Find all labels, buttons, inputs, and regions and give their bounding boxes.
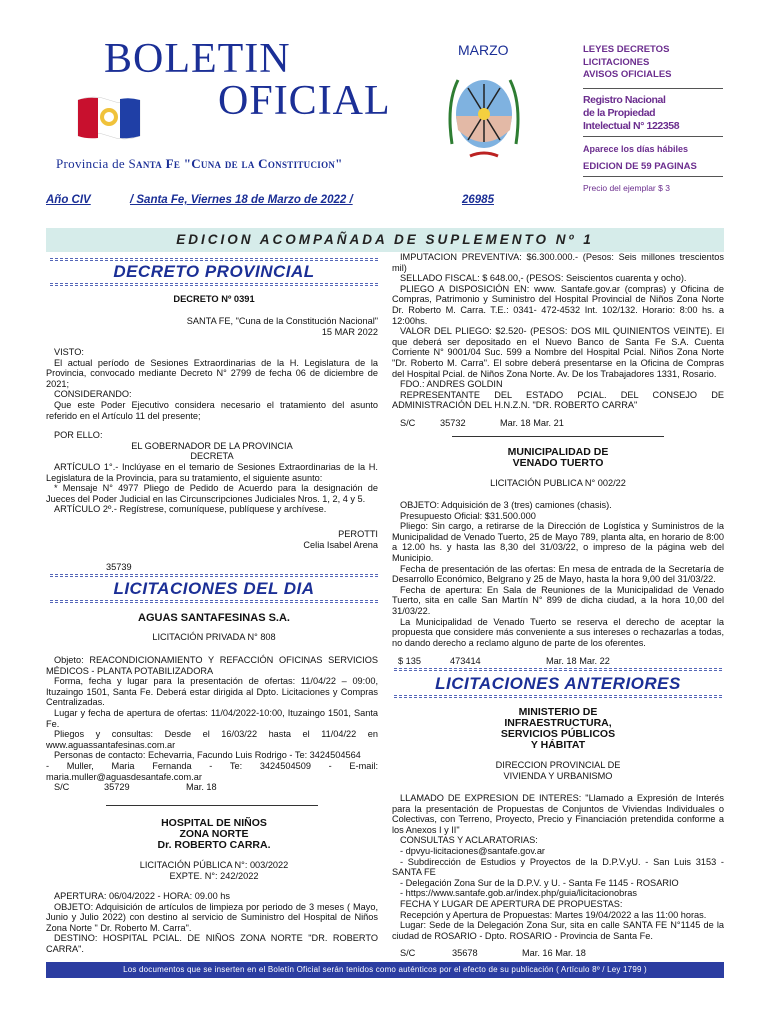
ministerio-title-line-2: INFRAESTRUCTURA, — [504, 717, 612, 729]
ministerio-paragraph: - dpvyu-licitaciones@santafe.gov.ar — [400, 845, 545, 856]
aguas-sc: S/C — [54, 782, 70, 792]
section-divider — [50, 600, 378, 603]
categories — [583, 44, 672, 82]
ministerio-paragraph: - https://www.santafe.gob.ar/index.php/guia/licitacionobras — [400, 888, 637, 899]
ministerio-code: 35678 — [452, 948, 478, 958]
right-code: 35732 — [440, 418, 466, 428]
aguas-title: AGUAS SANTAFESINAS S.A. — [138, 612, 290, 624]
hospital-subtitle-2: EXPTE. N°: 242/2022 — [169, 871, 259, 881]
month: MARZO — [458, 42, 509, 58]
ministerio-paragraph: - Delegación Zona Sur de la D.P.V. y U. - Santa Fe 1145 - ROSARIO — [400, 877, 679, 888]
municipalidad-paragraph: La Municipalidad de Venado Tuerto se reserva el derecho de aceptar la propuesta que considere más conveniente a sus intereses o rechazarlas a todas, no dando derecho a reclamo alguno de parte de los oferentes. — [392, 616, 724, 648]
aguas-objeto: Objeto: REACONDICIONAMIENTO Y REFACCIÓN OFICINAS SERVICIOS MÉDICOS - PLANTA POTABILIZADORA — [46, 655, 378, 676]
considerando-label: CONSIDERANDO: — [54, 389, 132, 400]
province-line — [56, 156, 343, 172]
year: Año CIV — [46, 194, 91, 206]
hospital-paragraph: OBJETO: Adquisición de artículos de limpieza por periodo de 3 meses ( Mayo, Junio y Julio 2022) con destino al servicio de Suministro del Hospital de Niños Zona Norte " Dr. Roberto M. Carra". — [46, 901, 378, 933]
registry — [583, 94, 679, 133]
municipalidad-date: Mar. 18 Mar. 22 — [546, 656, 610, 666]
ministerio-paragraph: CONSULTAS Y ACLARATORIAS: — [400, 835, 538, 846]
section-divider — [50, 574, 378, 577]
right-date: Mar. 18 Mar. 21 — [500, 418, 564, 428]
header-rule-2 — [583, 136, 723, 137]
separator-rule — [452, 436, 664, 437]
municipalidad-paragraph: Fecha de presentación de las ofertas: En mesa de entrada de la Secretaría de Desarrollo Económico, Belgrano y 25 de Mayo, hasta la hora 9,00 del 31/03/22. — [392, 563, 724, 585]
aguas-body — [46, 655, 378, 782]
price: Precio del ejemplar $ 3 — [583, 183, 670, 193]
ministerio-paragraph: FECHA Y LUGAR DE APERTURA DE PROPUESTAS: — [400, 898, 623, 909]
category-leyes: LEYES DECRETOS — [583, 44, 670, 55]
gobernador: EL GOBERNADOR DE LA PROVINCIA — [131, 440, 293, 451]
aguas-paragraph: Lugar y fecha de apertura de ofertas: 11/04/2022-10:00, Ituzaingo 1501, Santa Fe. — [46, 707, 378, 729]
section-divider — [394, 668, 722, 671]
ministerio-date: Mar. 16 Mar. 18 — [522, 948, 586, 958]
section-title-licitaciones: LICITACIONES DEL DIA — [113, 579, 315, 598]
header-rule-3 — [583, 176, 723, 177]
mensaje: * Mensaje N° 4977 Pliego de Pedido de Acuerdo para la designación de Jueces del Poder Judicial en las Circunscripciones Judiciales Nros. 1, 2, 4 y 5. — [46, 483, 378, 504]
right-paragraph: REPRESENTANTE DEL ESTADO PCIAL. DEL CONSEJO DE ADMINISTRACIÓN DEL H.N.Z.N. "DR. ROBERTO CARRA" — [392, 389, 724, 411]
ministerio-title-line-1: MINISTERIO DE — [518, 706, 598, 718]
hospital-footer — [400, 418, 700, 429]
section-divider — [50, 258, 378, 261]
ministerio-sc: S/C — [400, 948, 416, 958]
issue-number: 26985 — [462, 194, 494, 206]
hospital-paragraph: APERTURA: 06/04/2022 - HORA: 09.00 hs — [54, 891, 231, 901]
province-prefix: Provincia de S — [56, 156, 137, 171]
aguas-date: Mar. 18 — [186, 782, 217, 792]
municipalidad-paragraph: Pliego: Sin cargo, a retirarse de la Dirección de Logística y Suministros de la Municipalidad de Venado Tuerto, 25 de Mayo 789, planta alta, en horario de 8:00 a 12.00 hs. y hasta las 8,30 del 31/03/22, o impreso de la página web del Municipio. — [392, 521, 724, 563]
edition-pages: EDICION DE 59 PAGINAS — [583, 161, 697, 172]
aguas-paragraph: Personas de contacto: Echevarria, Facundo Luis Rodrigo - Te: 3424504564 — [54, 750, 361, 761]
right-paragraph: VALOR DEL PLIEGO: $2.520- (PESOS: DOS MIL QUINIENTOS VEINTE). El que deberá ser depositado en el Nuevo Banco de Santa Fe S.A. Cuenta Corriente N° 9001/04 Suc. 599 a Nombre del Hospital Pcial. Niños Zona Norte "Dr. Roberto M. Carra". El sobre deberá presentarse en la Oficina de Compras del Hospital Pcial. de Niños Zona Norte. Av. De los Trabajadores 1331, Rosario. — [392, 326, 724, 379]
municipalidad-paragraph: Fecha de apertura: En Sala de Reuniones de la Municipalidad de Venado Tuerto, sita en calle San Martín N° 899 de dicha ciudad, a la hora 10,00 del 31/03/22. — [392, 584, 724, 616]
ministerio-title-line-3: SERVICIOS PÚBLICOS — [500, 728, 616, 740]
aguas-paragraph: Pliegos y consultas: Desde el 16/03/22 hasta el 11/04/22 en www.aguassantafesinas.com.ar — [46, 729, 378, 750]
category-avisos: AVISOS OFICIALES — [583, 69, 672, 80]
right-paragraph: SELLADO FISCAL: $ 648.00,- (PESOS: Seiscientos cuarenta y ocho). — [400, 273, 687, 284]
decreto-place: SANTA FE, "Cuna de la Constitución Nacional" — [186, 316, 378, 326]
registry-line-2: de la Propiedad — [583, 107, 656, 119]
ministerio-body — [392, 793, 724, 941]
municipalidad-paragraph: Presupuesto Oficial: $31.500.000 — [400, 510, 536, 521]
decreto-number: DECRETO Nº 0391 — [173, 294, 255, 304]
hospital-title-line-3: Dr. ROBERTO CARRA. — [157, 839, 271, 851]
section-title-decreto: DECRETO PROVINCIAL — [113, 262, 315, 281]
signature-2: Celia Isabel Arena — [303, 540, 378, 550]
municipalidad-body — [392, 500, 724, 648]
ministerio-subtitle-2: VIVIENDA Y URBANISMO — [503, 771, 613, 781]
ministerio-subtitle-1: DIRECCION PROVINCIAL DE — [495, 760, 621, 770]
header-rule-1 — [583, 88, 723, 89]
decreto-date: 15 MAR 2022 — [321, 327, 378, 337]
hospital-title-line-2: ZONA NORTE — [179, 828, 249, 840]
por-ello: POR ELLO: — [54, 430, 103, 441]
hospital-paragraph: DESTINO: HOSPITAL PCIAL. DE NIÑOS ZONA NORTE "DR. ROBERTO CARRA". — [46, 933, 378, 954]
section-divider — [394, 695, 722, 698]
ministerio-paragraph: Lugar: Sede de la Delegación Zona Sur, sita en calle SANTA FE N°1145 de la ciudad de ROSARIO - Dpto. ROSARIO - Provincia de Santa Fe. — [392, 920, 724, 941]
hospital-continued — [392, 252, 724, 411]
aguas-footer — [54, 782, 354, 793]
decreto-code: 35739 — [106, 562, 132, 572]
articulo-2: ARTÍCULO 2º.- Regístrese, comuníquese, publíquese y archívese. — [54, 504, 327, 515]
signature-1: PEROTTI — [338, 529, 378, 539]
ministerio-title-line-4: Y HÁBITAT — [530, 739, 586, 751]
aguas-paragraph: Forma, fecha y lugar para la presentación de ofertas: 11/04/22 – 09:00, Ituzaingo 1501, Santa Fe. Deberá estar dirigida al Dpto. Licitaciones y Compras Centralizadas. — [46, 676, 378, 708]
municipalidad-title-line-2: VENADO TUERTO — [512, 457, 604, 469]
coat-of-arms-icon — [444, 64, 524, 164]
registry-line-1: Registro Nacional — [583, 94, 666, 106]
section-divider — [50, 283, 378, 286]
municipalidad-title — [392, 447, 724, 469]
municipalidad-paragraph: OBJETO: Adquisición de 3 (tres) camiones (chasis). — [400, 500, 612, 510]
section-title-anteriores: LICITACIONES ANTERIORES — [435, 674, 681, 693]
title-oficial: OFICIAL — [218, 78, 391, 124]
aguas-paragraph: - Muller, Maria Fernanda - Te: 3424504509 - E-mail: maria.muller@aguasdesantafe.com.ar — [46, 760, 378, 782]
ministerio-paragraph: LLAMADO DE EXPRESION DE INTERES: "Llamado a Expresión de Interés para la presentación de Propuestas de Conjuntos de Viviendas Individuales o Colectivas, con Terreno, Proyecto, Precio y Financiación pretendida conforme a los Anexos I y II" — [392, 793, 724, 835]
right-sc: S/C — [400, 418, 416, 428]
visto-text: El actual período de Sesiones Extraordinarias de la H. Legislatura de la Provincia, convocado mediante Decreto N° 2799 de fecha 06 de diciembre de 2021; — [46, 357, 378, 389]
hospital-title-line-1: HOSPITAL DE NIÑOS — [161, 817, 267, 829]
issue-date: / Santa Fe, Viernes 18 de Marzo de 2022 / — [130, 194, 353, 206]
aguas-code: 35729 — [104, 782, 130, 792]
aguas-subtitle: LICITACIÓN PRIVADA N° 808 — [152, 632, 276, 642]
ministerio-paragraph: - Subdirección de Estudios y Proyectos de la D.P.V.yU. - San Luis 3153 - SANTA FE — [392, 856, 724, 878]
category-licitaciones: LICITACIONES — [583, 56, 650, 68]
hospital-title — [50, 818, 378, 851]
footer-text: Los documentos que se inserten en el Boletín Oficial serán tenidos como auténticos por el efecto de su publicación ( Artículo 8º / Ley 1799 ) — [123, 965, 647, 974]
municipalidad-price: $ 135 — [398, 656, 421, 666]
articulo-1: ARTÍCULO 1°.- Inclúyase en el temario de Sesiones Extraordinarias de la H. Legislatura de la Provincia, para su tratamiento, el siguiente asunto: — [46, 461, 378, 483]
supplement-banner-text: EDICION ACOMPAÑADA DE SUPLEMENTO Nº 1 — [176, 232, 594, 247]
title-boletin: BOLETIN — [104, 36, 291, 82]
province-rest: anta Fe "Cuna de la Constitucion" — [136, 156, 343, 171]
ministerio-title — [392, 707, 724, 751]
hospital-body — [46, 891, 378, 955]
registry-line-3: Intelectual N° 122358 — [583, 120, 680, 132]
considerando-text: Que este Poder Ejecutivo considera necesario el tratamiento del asunto referido en el Artículo 11 del presente; — [46, 399, 378, 421]
right-paragraph: FDO.: ANDRES GOLDIN — [400, 379, 503, 390]
municipalidad-footer — [398, 656, 718, 667]
ministerio-footer — [400, 948, 720, 959]
appears-text: Aparece los días hábiles — [583, 144, 689, 154]
right-paragraph: PLIEGO A DISPOSICIÓN EN: www. Santafe.gov.ar (compras) y Oficina de Compras, Patrimonio y Suministro del Hospital Provincial de Niños Zona Norte Dr. Roberto M. Carra. T.E.: 0341- 472-4532 Int. 102/132. Horario: 8:00 hs. a 12:00hs. — [392, 283, 724, 326]
visto-label: VISTO: — [54, 347, 84, 357]
hospital-subtitle-1: LICITACIÓN PÚBLICA N°: 003/2022 — [139, 860, 289, 870]
municipalidad-code: 473414 — [450, 656, 481, 666]
ministerio-paragraph: Recepción y Apertura de Propuestas: Martes 19/04/2022 a las 11:00 horas. — [400, 909, 707, 920]
decreto-body — [46, 347, 378, 515]
right-paragraph: IMPUTACION PREVENTIVA: $6.300.000.- (Pesos: Seis millones trescientos mil) — [392, 252, 724, 273]
santa-fe-flag-icon — [76, 92, 142, 142]
municipalidad-subtitle: LICITACIÓN PUBLICA N° 002/22 — [490, 478, 626, 488]
separator-rule — [106, 805, 318, 806]
municipalidad-title-line-1: MUNICIPALIDAD DE — [507, 446, 609, 458]
decreta: DECRETA — [190, 451, 234, 462]
